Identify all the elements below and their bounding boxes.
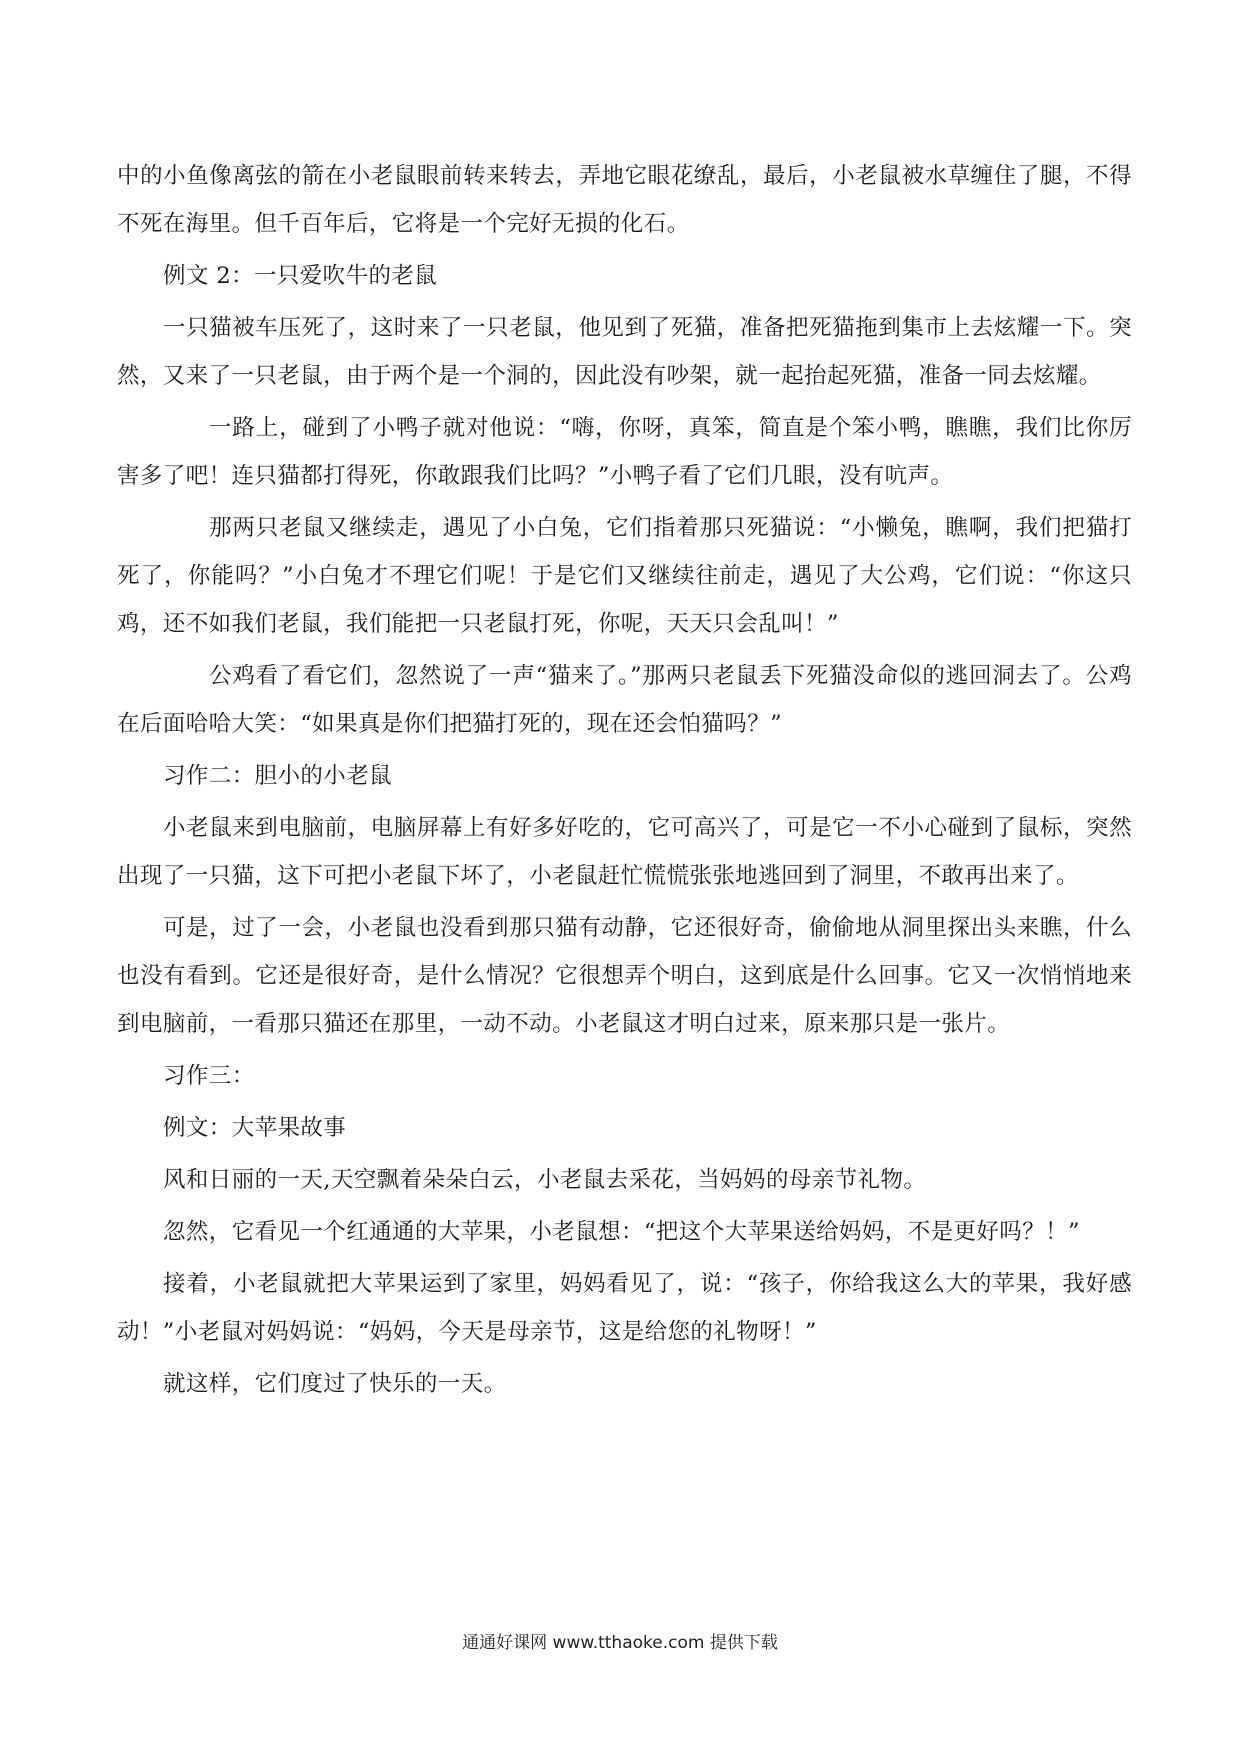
paragraph: 接着，小老鼠就把大苹果运到了家里，妈妈看见了，说：“孩子，你给我这么大的苹果，我好感动！”小老鼠对妈妈说：“妈妈，今天是母亲节，这是给您的礼物呀！”: [117, 1271, 1132, 1345]
paragraph: 那两只老鼠又继续走，遇见了小白兔，它们指着那只死猫说：“小懒兔，瞧啊，我们把猫打死了，你能吗？”小白兔才不理它们呢！于是它们又继续往前走，遇见了大公鸡，它们说：“你这只鸡，还不如我们老鼠，我们能把一只老鼠打死，你呢，天天只会乱叫！”: [117, 515, 1132, 637]
section-heading: 例文：大苹果故事: [163, 1115, 347, 1141]
section-heading: 习作三：: [163, 1063, 255, 1089]
paragraph: 公鸡看了看它们，忽然说了一声“猫来了。”那两只老鼠丢下死猫没命似的逃回洞去了。公鸡在后面哈哈大笑：“如果真是你们把猫打死的，现在还会怕猫吗？”: [117, 663, 1132, 737]
paragraph: 小老鼠来到电脑前，电脑屏幕上有好多好吃的，它可高兴了，可是它一不小心碰到了鼠标，突然出现了一只猫，这下可把小老鼠下坏了，小老鼠赶忙慌慌张张地逃回到了洞里，不敢再出来了。: [117, 815, 1132, 889]
paragraph: 忽然，它看见一个红通通的大苹果，小老鼠想：“把这个大苹果送给妈妈，不是更好吗？！”: [163, 1219, 1080, 1245]
paragraph: 中的小鱼像离弦的箭在小老鼠眼前转来转去，弄地它眼花缭乱，最后，小老鼠被水草缠住了腿，不得不死在海里。但千百年后，它将是一个完好无损的化石。: [117, 163, 1132, 237]
section-heading: 例文 2：一只爱吹牛的老鼠: [163, 263, 438, 289]
paragraph: 一路上，碰到了小鸭子就对他说：“嗨，你呀，真笨，简直是个笨小鸭，瞧瞧，我们比你厉害多了吧！连只猫都打得死，你敢跟我们比吗？”小鸭子看了它们几眼，没有吭声。: [117, 415, 1132, 489]
paragraph: 风和日丽的一天,天空飘着朵朵白云，小老鼠去采花，当妈妈的母亲节礼物。: [163, 1167, 927, 1193]
page-footer: 通通好课网 www.tthaoke.com 提供下载: [462, 1633, 778, 1653]
section-heading: 习作二：胆小的小老鼠: [163, 763, 393, 789]
paragraph: 可是，过了一会，小老鼠也没看到那只猫有动静，它还很好奇，偷偷地从洞里探出头来瞧，什么也没有看到。它还是很好奇，是什么情况？它很想弄个明白，这到底是什么回事。它又一次悄悄地来到电脑前，一看那只猫还在那里，一动不动。小老鼠这才明白过来，原来那只是一张片。: [117, 915, 1132, 1037]
paragraph: 就这样，它们度过了快乐的一天。: [163, 1371, 507, 1397]
document-body: [117, 152, 1132, 1412]
paragraph: 一只猫被车压死了，这时来了一只老鼠，他见到了死猫，准备把死猫拖到集市上去炫耀一下。突然，又来了一只老鼠，由于两个是一个洞的，因此没有吵架，就一起抬起死猫，准备一同去炫耀。: [117, 315, 1132, 389]
